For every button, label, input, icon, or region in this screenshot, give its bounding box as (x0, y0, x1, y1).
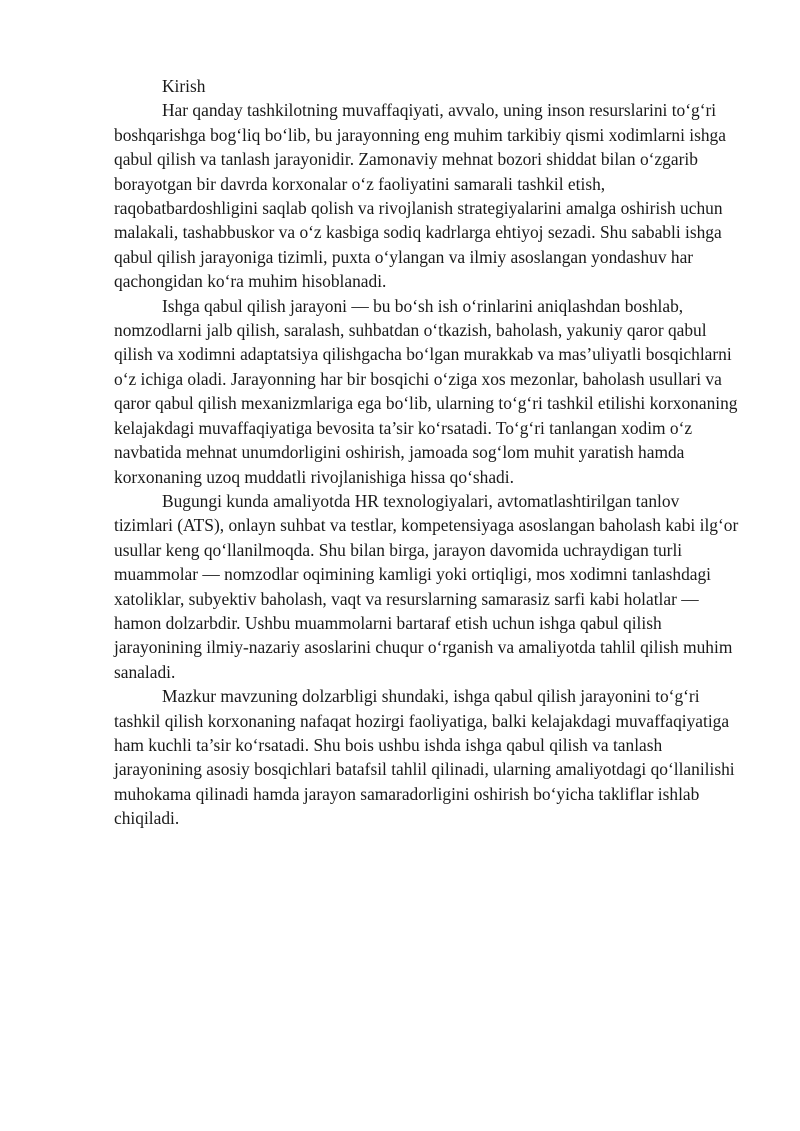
section-heading: Kirish (162, 76, 206, 96)
paragraph-1: Har qanday tashkilotning muvaffaqiyati, avvalo, uning inson resurslarini to‘g‘ri boshqarishga bog‘liq bo‘lib, bu jarayonning eng muhim tarkibiy qismi xodimlarni ishga qabul qilish va tanlash jarayonidir. Zamonaviy mehnat bozori shiddat bilan o‘zgarib borayotgan bir davrda korxonalar o‘z faoliyatini samarali tashkil etish, raqobatbardoshligini saqlab qolish va rivojlanish strategiyalarini amalga oshirish uchun malakali, tashabbuskor va o‘z kasbiga sodiq kadrlarga ehtiyoj sezadi. Shu sababli ishga qabul qilish jarayoniga tizimli, puxta o‘ylangan va ilmiy asoslangan yondashuv har qachongidan ko‘ra muhim hisoblanadi. (114, 100, 726, 292)
paragraph-4: Mazkur mavzuning dolzarbligi shundaki, ishga qabul qilish jarayonini to‘g‘ri tashkil qilish korxonaning nafaqat hozirgi faoliyatiga, balki kelajakdagi muvaffaqiyatiga ham kuchli ta’sir ko‘rsatadi. Shu bois ushbu ishda ishga qabul qilish va tanlash jarayonining asosiy bosqichlari batafsil tahlil qilinadi, ularning amaliyotdagi qo‘llanilishi muhokama qilinadi hamda jarayon samaradorligini oshirish bo‘yicha takliflar ishlab chiqiladi. (114, 686, 735, 829)
paragraph-3: Bugungi kunda amaliyotda HR texnologiyalari, avtomatlashtirilgan tanlov tizimlari (ATS), onlayn suhbat va testlar, kompetensiyaga asoslangan baholash kabi ilg‘or usullar keng qo‘llanilmoqda. Shu bilan birga, jarayon davomida uchraydigan turli muammolar — nomzodlar oqimining kamligi yoki ortiqligi, mos xodimni tanlashdagi xatoliklar, subyektiv baholash, vaqt va resurslarning samarasiz sarfi kabi holatlar — hamon dolzarbdir. Ushbu muammolarni bartaraf etish uchun ishga qabul qilish jarayonining ilmiy-nazariy asoslarini chuqur o‘rganish va amaliyotda tahlil qilish muhim sanaladi. (114, 490, 739, 682)
paragraph-2: Ishga qabul qilish jarayoni — bu bo‘sh ish o‘rinlarini aniqlashdan boshlab, nomzodlarni jalb qilish, saralash, suhbatdan o‘tkazish, baholash, yakuniy qaror qabul qilish va xodimni adaptatsiya qilishgacha bo‘lgan murakkab va mas’uliyatli bosqichlarni o‘z ichiga oladi. Jarayonning har bir bosqichi o‘ziga xos mezonlar, baholash usullari va qaror qabul qilish mexanizmlariga ega bo‘lib, ularning to‘g‘ri tashkil etilishi korxonaning kelajakdagi muvaffaqiyatiga bevosita ta’sir ko‘rsatadi. To‘g‘ri tanlangan xodim o‘z navbatida mehnat unumdorligini oshirish, jamoada sog‘lom muhit yaratish hamda korxonaning uzoq muddatli rivojlanishiga hissa qo‘shadi. (114, 295, 738, 487)
document-page (114, 74, 739, 831)
